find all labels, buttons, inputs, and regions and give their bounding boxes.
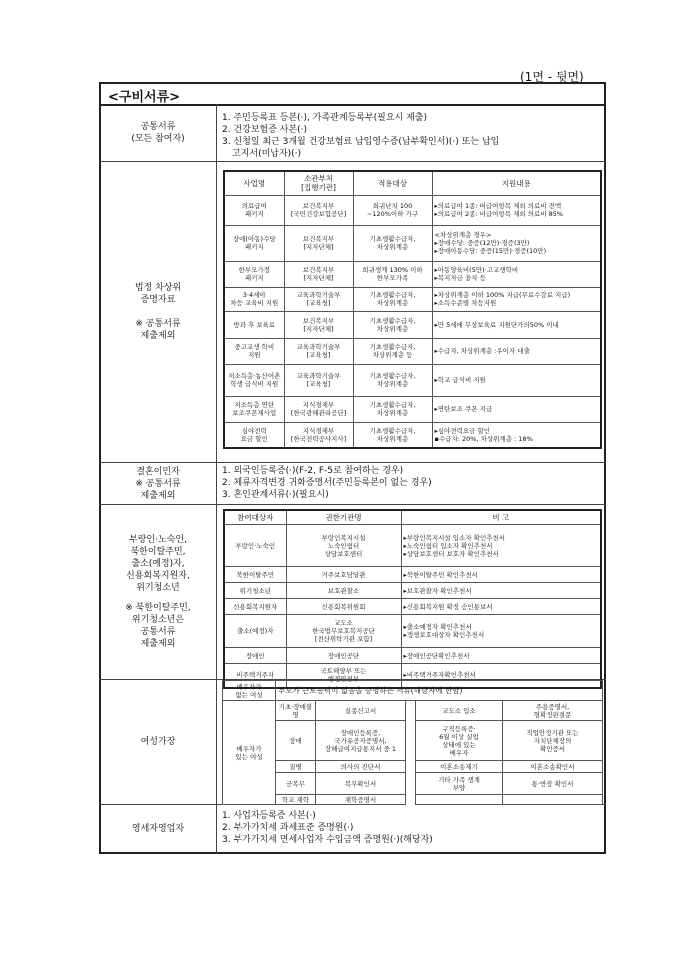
list-item: 1. 사업자등록증 사본(·) [222, 811, 316, 821]
table-cell: 북한이탈주민 [224, 567, 286, 583]
table-cell: ▸연탄보조 쿠폰 지급 [432, 396, 601, 422]
table-row [224, 225, 601, 261]
table-cell: ▸보호관찰자 확인추천서 [401, 583, 601, 599]
table-cell: 보건복지부 [지자단체] [284, 225, 353, 261]
table-cell: 이혼소송제기 [416, 761, 503, 773]
spacer-cell [406, 795, 416, 805]
table-row [224, 311, 601, 338]
table-cell: 통·반장 확인서 [503, 773, 603, 795]
table-cell: 보건복지부 [지자단체] [284, 311, 353, 338]
table-header: 적용대상 [353, 171, 432, 195]
table-header: 소관부처 [집행기관] [284, 171, 353, 195]
table-row [224, 287, 601, 311]
table-cell: 장애(아동)수당 패키지 [224, 225, 284, 261]
list-item: 3. 부가가치세 면세사업자 수입금액 증명원(·)(해당자) [222, 835, 433, 845]
table-cell: 지식경제부 [한국전력공사지사] [284, 422, 353, 448]
table-cell: 기초생활수급자, 차상위계층 [353, 396, 432, 422]
table-row [224, 648, 601, 664]
list-item: 고지서(미납자)(·) [232, 149, 302, 159]
table-cell: 장애인공단 [286, 648, 401, 664]
table-row [224, 396, 601, 422]
table-cell: 신용회복지원자 [224, 599, 286, 615]
list-item: 3. 신청일 최근 3개월 건강보험료 납입영수증(납부확인서)(·) 또는 납입 [222, 137, 500, 147]
table-cell: 기초생활수급자, 차상위계층 [353, 287, 432, 311]
table-cell: 위기청소년 [224, 583, 286, 599]
table-row [224, 567, 601, 583]
table-cell [503, 795, 603, 805]
legal-support-table [223, 170, 602, 449]
common-docs-list [222, 112, 499, 160]
legal-docs-label: 법정 차상위 증명자료 ※ 공통서류 제출제외 [134, 283, 182, 341]
table-cell: 심야전력 요금 할인 [224, 422, 284, 448]
female-head-table [222, 680, 603, 805]
self-employed-label: 영세자영업자 [131, 824, 185, 834]
list-item: 2. 체류자격변경 귀화증명서(주민등록본이 없는 경우) [222, 478, 432, 488]
table-header: 참여대상자 [224, 510, 286, 525]
table-cell: ▸장애인공단확인추천서 [401, 648, 601, 664]
table-cell: 구직등록증· 6월 이상 실업 상태에 있는 배우자 [416, 721, 503, 761]
table-cell: ▸부랑인복지시설 입소자 확인추천서 ▸노숙인쉼터 입소자 확인추천서 ▸상담보호센터 보호자 확인추천서 [401, 525, 601, 567]
table-header: 권한기관명 [286, 510, 401, 525]
table-cell: 기초생활수급자, 차상위계층 [353, 422, 432, 448]
table-row [224, 261, 601, 287]
table-row [223, 721, 603, 761]
spacer-cell [406, 773, 416, 795]
table-row [223, 761, 603, 773]
table-cell [416, 795, 503, 805]
list-item: 1. 외국인등록증(·)(F-2, F-5로 참여하는 경우) [222, 466, 404, 476]
table-cell: ▸아동양육비(5만)·고교생학비 ▸복지자금 융자 등 [432, 261, 601, 287]
has-spouse-label: 배우자가 있는 여성 [223, 701, 276, 805]
table-row [224, 583, 601, 599]
section-title: <구비서류> [108, 90, 181, 105]
table-cell: ▸수급자, 차상위계층 :우이자 대출 [432, 338, 601, 364]
table-row [224, 615, 601, 648]
table-cell: 보건복지부 [국민건강보험공단] [284, 195, 353, 225]
table-cell: 보호관찰소 [286, 583, 401, 599]
table-cell: 장애 [276, 721, 316, 761]
table-cell: 부랑인복지시설 노숙인쉼터 상담보호센터 [286, 525, 401, 567]
table-cell: 장애인등록증, 국가유공자증명서, 장해급여지급통지서 중 1 [316, 721, 406, 761]
table-cell: 주용증명서, 형확정판결문 [503, 701, 603, 721]
table-cell: 신용회복위원회 [286, 599, 401, 615]
table-cell: 기초생활수급자, 차상위계층 등 [353, 338, 432, 364]
table-cell: ▸신용회복지원 확정 승인통보서 [401, 599, 601, 615]
table-cell: 직업안정기관 또는 자치단체장의 확인증서 [503, 721, 603, 761]
table-cell: 희귀생계 130% 이하 한부모가족 [353, 261, 432, 287]
table-cell: 교육과학기술부 [교육청] [284, 338, 353, 364]
table-cell: 부랑인·노숙인 [224, 525, 286, 567]
table-cell: 기초생활수급자, 차상위계층 [353, 225, 432, 261]
list-item: 3. 혼인관계서류(·)(필요시) [222, 490, 329, 500]
table-cell: 학교 재학 [276, 795, 316, 805]
table-cell: ▸의료급여 1종: 비급여항목 제외 의료비 전액 ▸의료급여 2종: 비급여항목 제외 의료비 85% [432, 195, 601, 225]
table-cell: 이혼소송확인서 [503, 761, 603, 773]
table-cell: 중고교생 학비 지원 [224, 338, 284, 364]
table-cell: ▸비주택거주자확인추천서 [401, 664, 601, 688]
table-cell: 의사의 진단서 [316, 761, 406, 773]
table-cell: 교육과학기술부 [교육청] [284, 364, 353, 396]
table-cell: 군복무 [276, 773, 316, 795]
table-cell: <차상위계층 경우> ▸장애수당: 중증(12만)·경증(3만) ▸장애아동수당: 중증(15만)·경증(10만) [432, 225, 601, 261]
label-column-divider [216, 104, 217, 853]
list-item: 2. 부가가치세 과세표준 증명원(·) [222, 823, 354, 833]
table-cell: 기초생활수급자, 차상위계층 [353, 311, 432, 338]
no-spouse-label: 배우자가 없는 여성 [223, 681, 276, 701]
table-cell: ▸만 5세에 무상보육료 지원단가의50% 이내 [432, 311, 601, 338]
female-head-label: 여성가장 [140, 737, 176, 747]
table-cell: 의료급여 패키지 [224, 195, 284, 225]
no-spouse-text: 부모가 근로능력이 없음을 증명하는 서류(해당자에 한함) [276, 681, 603, 701]
table-row [223, 773, 603, 795]
table-cell: 방과 후 보육료 [224, 311, 284, 338]
table-cell: 비주택거주자 [224, 664, 286, 688]
table-cell: 3·4세아 차등 교육비 지원 [224, 287, 284, 311]
spacer-cell [406, 761, 416, 773]
table-cell: 저소득층·농산어촌 학생 급식비 지원 [224, 364, 284, 396]
table-row [223, 701, 603, 721]
self-employed-list [222, 810, 433, 846]
table-row [223, 795, 603, 805]
table-cell: 한부모가정 패키지 [224, 261, 284, 287]
table-row [224, 338, 601, 364]
table-cell: 재학증명서 [316, 795, 406, 805]
table-cell: 보건복지부 [지자단체] [284, 261, 353, 287]
table-cell: ▸차상위계층 이하 100% 지급(무료수강료 지급) ▸소득수준별 차등지원 [432, 287, 601, 311]
table-row [224, 195, 601, 225]
table-row [224, 422, 601, 448]
table-cell: 기초·장애불 명 [276, 701, 316, 721]
table-cell: 복무확인서 [316, 773, 406, 795]
marriage-immigrant-list [222, 465, 432, 501]
table-cell: 장애인 [224, 648, 286, 664]
spacer-cell [406, 721, 416, 761]
vulnerable-groups-label: 부랑인·노숙인, 북한이탈주민, 출소(예정)자, 신용회복지원자, 위기청소년 ※ 북한이탈주민, 위기청소년은 공통서류 제출제외 [125, 535, 191, 649]
table-cell: 교육과학기술부 [교육청] [284, 287, 353, 311]
table-cell: 교도소 한국법무보호복지공단 [전산위탁기관 포함] [286, 615, 401, 648]
table-cell: 희귀난치 100 ~120%이하 가구 [353, 195, 432, 225]
marriage-immigrant-label: 결혼이민자 ※ 공통서류 제출제외 [135, 466, 181, 501]
table-cell: 기타 가족 생계 부양 [416, 773, 503, 795]
table-cell: ▸출소예정자 확인추천서 ▸갱생보호대상자 확인추천서 [401, 615, 601, 648]
table-cell: 저소득층 연탄 보조쿠폰제사업 [224, 396, 284, 422]
table-row [224, 364, 601, 396]
common-docs-label: 공통서류 (모든 참여자) [131, 122, 185, 144]
vulnerable-groups-table [223, 509, 602, 689]
table-row [224, 599, 601, 615]
table-cell: 실종신고서 [316, 701, 406, 721]
table-header: 사업명 [224, 171, 284, 195]
table-cell: 질병 [276, 761, 316, 773]
table-cell: ▸심야전력요금 할인 ▪수급자: 20%, 차상위계층 : 18% [432, 422, 601, 448]
list-item: 1. 주민등록표 등본(·), 가족관계등록부(필요시 제출) [222, 113, 427, 123]
table-cell: 지식경제부 [한국광해관리공단] [284, 396, 353, 422]
table-cell: ▸북한이탈주민 확인추천서 [401, 567, 601, 583]
table-cell: 기초생활수급자, 차상위계층 [353, 364, 432, 396]
spacer-cell [406, 701, 416, 721]
table-cell: 거주보호담당관 [286, 567, 401, 583]
list-item: 2. 건강보험증 사본(·) [222, 125, 308, 135]
table-row [224, 525, 601, 567]
table-cell: 출소(예정)자 [224, 615, 286, 648]
table-header: 지원내용 [432, 171, 601, 195]
table-cell: 국토해양부 또는 행정안전부 [286, 664, 401, 688]
table-header: 비 고 [401, 510, 601, 525]
page-label: (1면 - 뒷면) [520, 70, 584, 84]
table-cell: 교도소 입소 [416, 701, 503, 721]
table-cell: ▸학교 급식비 지원 [432, 364, 601, 396]
